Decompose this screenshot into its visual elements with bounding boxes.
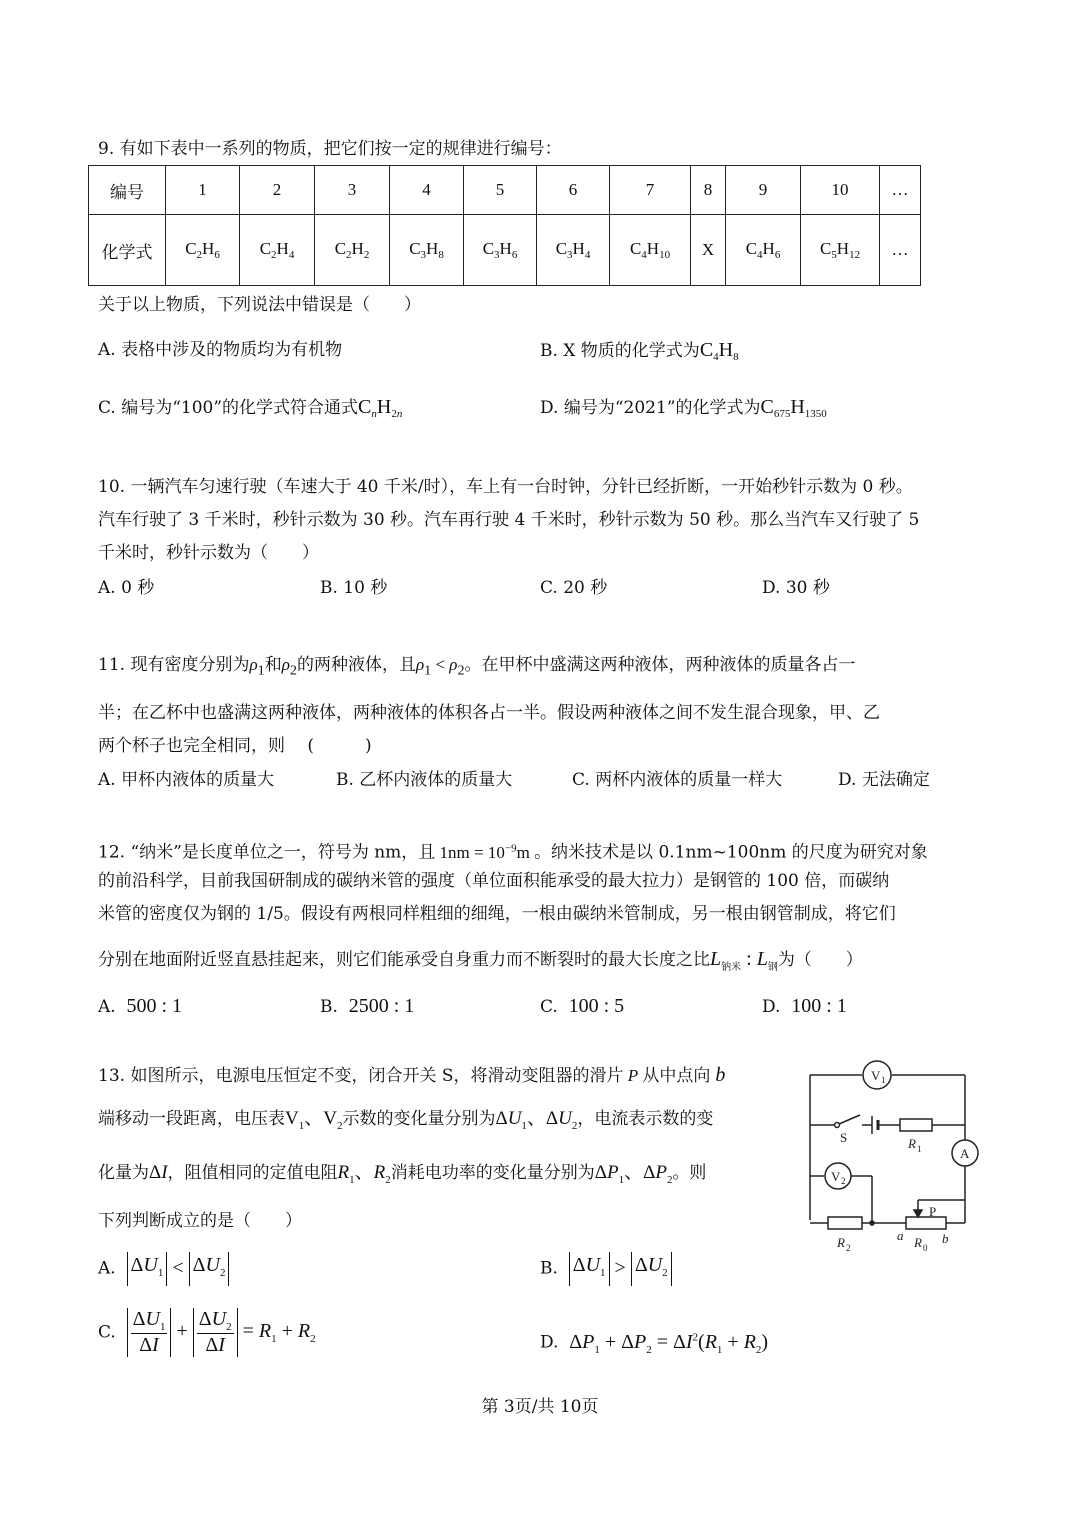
q9-formula-cell: $C_4H_6$ — [726, 215, 801, 286]
q12-line-3: 米管的密度仅为钢的 1/5。假设有两根同样粗细的细绳，一根由碳纳米管制成，另一根由钢管制成，将它们 — [98, 904, 896, 924]
svg-text:S: S — [840, 1130, 848, 1145]
q13-option-b: B. $\Delta U_1 > \Delta U_2$ — [540, 1252, 672, 1286]
svg-text:2: 2 — [846, 1243, 851, 1253]
q11-line-2: 半；在乙杯中也盛满这两种液体，两种液体的体积各占一半。假设两种液体之间不发生混合现象，甲、乙 — [98, 703, 880, 723]
q9-number-cell: 4 — [390, 166, 464, 215]
q9-option-c: C. 编号为“100”的化学式符合通式$C_nH_{2n}$ — [98, 396, 403, 420]
q9-formula-label: 化学式 — [89, 215, 166, 286]
q13-line-1: 13. 如图所示，电源电压恒定不变，闭合开关 S，将滑动变阻器的滑片 P 从中点向 b — [98, 1064, 726, 1086]
q9-table — [88, 165, 921, 286]
svg-text:1: 1 — [881, 1075, 886, 1085]
svg-text:0: 0 — [923, 1243, 928, 1253]
q9-formula-cell: $C_2H_6$ — [166, 215, 240, 286]
q9-formula-cell: $C_2H_4$ — [240, 215, 315, 286]
svg-text:A: A — [960, 1146, 970, 1161]
q9-header-label: 编号 — [89, 166, 166, 215]
svg-text:V: V — [871, 1068, 881, 1083]
q12-option-c: C. 100 : 5 — [540, 995, 625, 1017]
q9-option-b: B. X 物质的化学式为$C_4H_8$ — [540, 339, 739, 363]
q12-option-d: D. 100 : 1 — [762, 995, 847, 1017]
q9-option-d: D. 编号为“2021”的化学式为$C_{675}H_{1350}$ — [540, 396, 827, 420]
q9-number-cell: … — [880, 166, 921, 215]
circuit-diagram — [800, 1060, 985, 1260]
svg-text:b: b — [942, 1231, 949, 1246]
q9-formula-cell: $C_2H_2$ — [315, 215, 390, 286]
q11-option-b: B. 乙杯内液体的质量大 — [336, 770, 513, 790]
q9-number-cell: 6 — [537, 166, 610, 215]
q13-option-d: D. $\Delta P_1 + \Delta P_2 = \Delta I^2(R_1 + R_2)$ — [540, 1330, 769, 1356]
q13-option-c: C. $\frac{\Delta U_1}{\Delta I}$ + $\frac{\Delta U_2}{\Delta I}$ = $R_1 + R_2$ — [98, 1308, 316, 1356]
q10-option-d: D. 30 秒 — [762, 578, 830, 598]
resistor-r1 — [900, 1119, 932, 1154]
q12-option-a: A. 500 : 1 — [98, 995, 183, 1017]
q12-line-2: 的前沿科学，目前我国研制成的碳纳米管的强度（单位面积能承受的最大拉力）是钢管的 100 倍，而碳纳 — [98, 871, 890, 891]
q11-option-a: A. 甲杯内液体的质量大 — [98, 770, 275, 790]
q9-number-cell: 2 — [240, 166, 315, 215]
q9-question: 关于以上物质，下列说法中错误是（ ） — [98, 295, 421, 315]
q12-line-1: 12. “纳米”是长度单位之一，符号为 nm，且 $1nm = 10^{-9}m$ 。纳米技术是以 0.1nm~100nm 的尺度为研究对象 — [98, 842, 928, 863]
q9-formula-cell: $C_4H_{10}$ — [610, 215, 691, 286]
q9-number-cell: 8 — [691, 166, 726, 215]
q9-formula-cell: … — [880, 215, 921, 286]
svg-text:R: R — [837, 1235, 845, 1250]
slider-p — [914, 1200, 965, 1219]
q13-option-a: A. $\Delta U_1 < \Delta U_2$ — [98, 1252, 229, 1286]
q10-option-c: C. 20 秒 — [540, 578, 608, 598]
q11-line-3: 两个杯子也完全相同，则 ( ) — [98, 736, 372, 756]
q9-formula-cell: X — [691, 215, 726, 286]
svg-text:1: 1 — [917, 1144, 922, 1154]
q9-number-cell: 3 — [315, 166, 390, 215]
q13-line-4: 下列判断成立的是（ ） — [98, 1211, 302, 1231]
q9-number-cell: 10 — [801, 166, 880, 215]
q9-formula-cell: $C_5H_{12}$ — [801, 215, 880, 286]
q9-number-cell: 5 — [464, 166, 537, 215]
voltmeter-v2 — [825, 1163, 851, 1189]
ammeter-a — [952, 1140, 978, 1166]
q9-formula-cell: $C_3H_4$ — [537, 215, 610, 286]
battery — [872, 1116, 878, 1134]
q11-line-1: 11. 现有密度分别为$\rho_1$和$\rho_2$的两种液体，且$\rho_1 < \rho_2$。在甲杯中盛满这两种液体，两种液体的质量各占一 — [98, 655, 856, 679]
switch-s — [835, 1115, 873, 1145]
q9-option-a: A. 表格中涉及的物质均为有机物 — [98, 340, 343, 360]
resistor-r2 — [828, 1217, 862, 1253]
svg-text:V: V — [831, 1169, 841, 1184]
q13-line-2: 端移动一段距离，电压表$V_1$、$V_2$示数的变化量分别为$\Delta U_1$、$\Delta U_2$，电流表示数的变 — [98, 1108, 714, 1132]
q10-option-a: A. 0 秒 — [98, 578, 155, 598]
svg-text:2: 2 — [841, 1176, 846, 1186]
q9-number-cell: 9 — [726, 166, 801, 215]
q12-line-4: 分别在地面附近竖直悬挂起来，则它们能承受自身重力而不断裂时的最大长度之比$L_{钠米}$ : $L_钢$为（ ） — [98, 948, 863, 973]
q11-option-c: C. 两杯内液体的质量一样大 — [572, 770, 783, 790]
svg-text:a: a — [897, 1228, 904, 1243]
voltmeter-v1 — [863, 1061, 891, 1089]
svg-text:P: P — [929, 1204, 937, 1219]
svg-text:R: R — [908, 1136, 916, 1151]
q9-table-row-number — [89, 166, 921, 215]
q12-option-b: B. 2500 : 1 — [320, 995, 415, 1017]
q9-number-cell: 1 — [166, 166, 240, 215]
q9-number-cell: 7 — [610, 166, 691, 215]
q10-line-2: 汽车行驶了 3 千米时，秒针示数为 30 秒。汽车再行驶 4 千米时，秒针示数为 50 秒。那么当汽车又行驶了 5 — [98, 510, 920, 530]
q9-formula-cell: $C_3H_6$ — [464, 215, 537, 286]
q10-line-3: 千米时，秒针示数为（ ） — [98, 543, 319, 563]
page-footer: 第 3页/共 10页 — [481, 1397, 599, 1417]
q11-option-d: D. 无法确定 — [838, 770, 930, 790]
q13-line-3: 化量为ΔI，阻值相同的定值电阻$R_1$、$R_2$消耗电功率的变化量分别为$\Delta P_1$、$\Delta P_2$。则 — [98, 1162, 707, 1186]
q10-line-1: 10. 一辆汽车匀速行驶（车速大于 40 千米/时），车上有一台时钟，分针已经折断，一开始秒针示数为 0 秒。 — [98, 477, 913, 497]
q9-table-row-formula — [89, 215, 921, 286]
q9-stem: 9. 有如下表中一系列的物质，把它们按一定的规律进行编号： — [98, 139, 562, 159]
q10-option-b: B. 10 秒 — [320, 578, 388, 598]
q9-formula-cell: $C_3H_8$ — [390, 215, 464, 286]
junction-dot — [870, 1221, 874, 1225]
svg-text:R: R — [914, 1235, 922, 1250]
